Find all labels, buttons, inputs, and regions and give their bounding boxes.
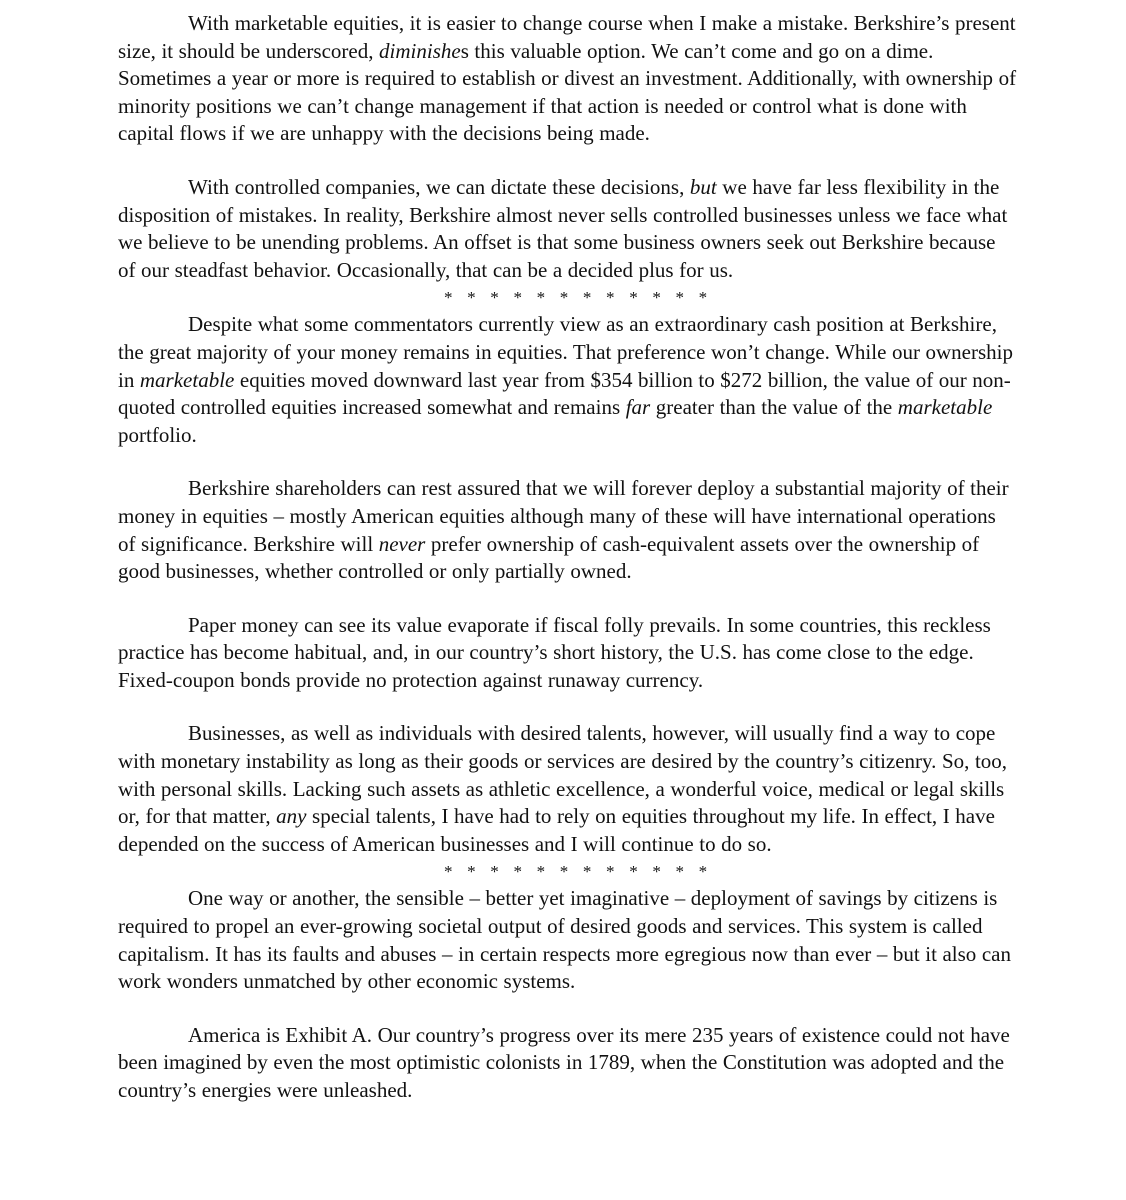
paragraph-capitalism	[118, 885, 1018, 995]
emphasized-text: but	[689, 174, 717, 199]
text-run: portfolio.	[118, 422, 197, 447]
text-run: Businesses, as well as individuals with desired talents, however, will usually find a way to cope with monetary instability as long as their goods or services are desired by the country’s citizenry. So, too, with personal skills. Lacking such assets as athletic excellence, a wonderful voice, medical or legal skills or, for that matter,	[118, 721, 1008, 829]
paragraph-paper-money	[118, 612, 1018, 695]
paragraph-controlled-companies	[118, 174, 1018, 284]
emphasized-text: diminishe	[379, 38, 461, 63]
text-run: we have far less flexibility in the disposition of mistakes. In reality, Berkshire almost never sells controlled businesses unless we face what we believe to be unending problems. An offset is that some business owners seek out Berkshire because of our steadfast behavior. Occasionally, that can be a decided plus for us.	[118, 174, 1008, 282]
text-run: special talents, I have had to rely on equities throughout my life. In effect, I have depended on the success of American businesses and I will continue to do so.	[118, 804, 995, 856]
letter-page	[118, 10, 1018, 1105]
text-run: Despite what some commentators currently view as an extraordinary cash position at Berkshire, the great majority of your money remains in equities. That preference won’t change. While our ownership in	[118, 312, 1013, 392]
text-run: s this valuable option. We can’t come and go on a dime. Sometimes a year or more is required to establish or divest an investment. Additionally, with ownership of minority positions we can’t change management if that action is needed or control what is done with capital flows if we are unhappy with the decisions being made.	[118, 38, 1017, 146]
section-separator: * * * * * * * * * * * *	[444, 288, 713, 308]
paragraph-shareholders-assured	[118, 475, 1018, 585]
text-run: One way or another, the sensible – better yet imaginative – deployment of savings by citizens is required to propel an ever-growing societal output of desired goods and services. This system is called capitalism. It has its faults and abuses – in certain respects more egregious now than ever – but it also can work wonders unmatched by other economic systems.	[118, 886, 1011, 994]
text-run: equities moved downward last year from $354 billion to $272 billion, the value of our non-quoted controlled equities increased somewhat and remains	[118, 367, 1011, 420]
paragraph-businesses-talents	[118, 720, 1018, 858]
paragraph-america-exhibit-a	[118, 1022, 1018, 1105]
text-run: prefer ownership of cash-equivalent assets over the ownership of good businesses, whether controlled or only partially owned.	[118, 531, 980, 584]
paragraph-cash-position	[118, 311, 1018, 449]
text-run: With controlled companies, we can dictate these decisions,	[188, 174, 690, 199]
emphasized-text: marketable	[139, 367, 235, 392]
emphasized-text: never	[378, 531, 426, 556]
section-separator-2: * * * * * * * * * * * *	[444, 862, 713, 882]
text-run: America is Exhibit A. Our country’s progress over its mere 235 years of existence could not have been imagined by even the most optimistic colonists in 1789, when the Constitution was adopted and the country’s energies were unleashed.	[118, 1022, 1010, 1102]
text-run: greater than the value of the	[650, 395, 898, 420]
paragraph-marketable-equities	[118, 10, 1018, 148]
text-run: Paper money can see its value evaporate if fiscal folly prevails. In some countries, this reckless practice has become habitual, and, in our country’s short history, the U.S. has come close to the edge. Fixed-coupon bonds provide no protection against runaway currency.	[118, 612, 991, 692]
text-run: With marketable equities, it is easier to change course when I make a mistake. Berkshire’s present size, it should be underscored,	[118, 11, 1016, 63]
emphasized-text: far	[625, 395, 651, 420]
emphasized-text: marketable	[897, 395, 993, 420]
emphasized-text: any	[276, 804, 307, 829]
text-run: Berkshire shareholders can rest assured that we will forever deploy a substantial majority of their money in equities – mostly American equities although many of these will have international operations of significance. Berkshire will	[118, 476, 1009, 556]
